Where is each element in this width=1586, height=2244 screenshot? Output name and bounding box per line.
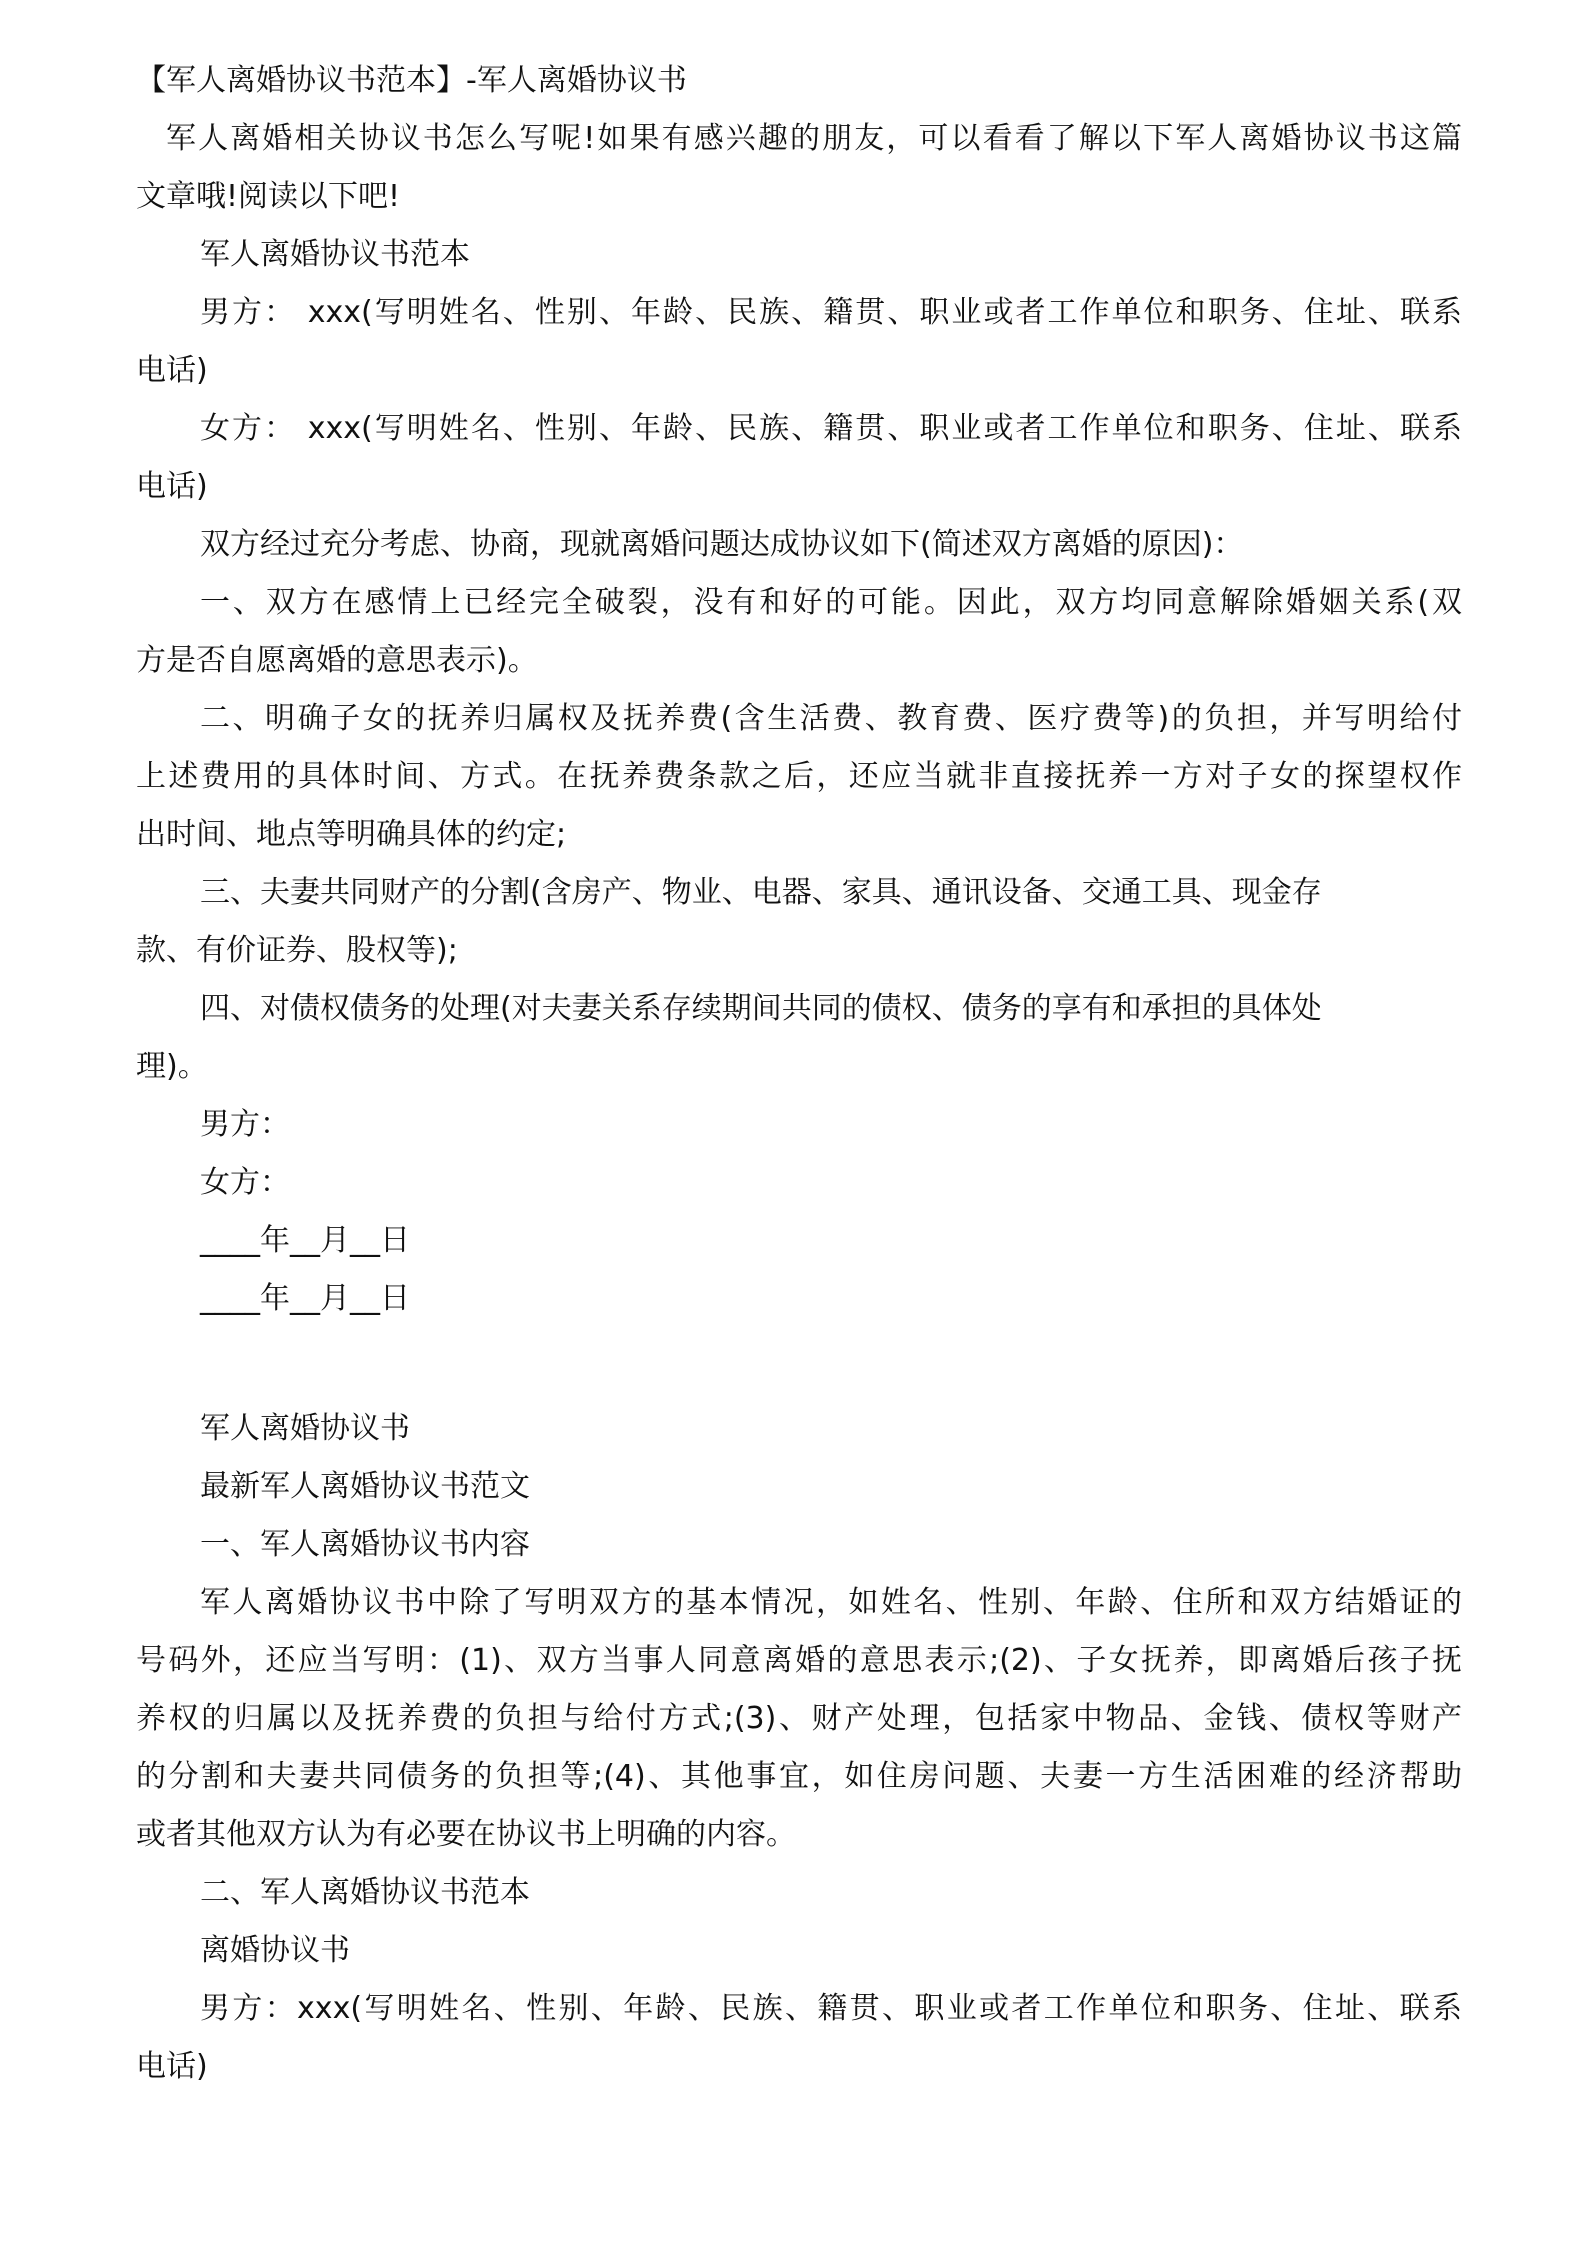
document-page <box>136 52 1462 2096</box>
content-heading: 一、军人离婚协议书内容 <box>200 1527 530 1562</box>
item2-line-3: 出时间、地点等明确具体的约定; <box>136 817 567 852</box>
template-male-line-1: 男方：xxx(写明姓名、性别、年龄、民族、籍贯、职业或者工作单位和职务、住址、联系 <box>200 1991 1462 2026</box>
item2-line-1: 二、明确子女的抚养归属权及抚养费(含生活费、教育费、医疗费等)的负担，并写明给付 <box>200 701 1462 736</box>
item3-line-1: 三、夫妻共同财产的分割(含房产、物业、电器、家具、通讯设备、交通工具、现金存 <box>200 875 1322 910</box>
item1-line-1: 一、双方在感情上已经完全破裂，没有和好的可能。因此，双方均同意解除婚姻关系(双 <box>200 585 1462 620</box>
content-para-line-4: 的分割和夫妻共同债务的负担等;(4)、其他事宜，如住房问题、夫妻一方生活困难的经济帮助 <box>136 1759 1462 1794</box>
section-gap <box>136 1328 1462 1400</box>
content-para-line-3: 养权的归属以及抚养费的负担与给付方式;(3)、财产处理，包括家中物品、金钱、债权等财产 <box>136 1701 1462 1736</box>
female-line-1: 女方： xxx(写明姓名、性别、年龄、民族、籍贯、职业或者工作单位和职务、住址、联系 <box>200 411 1462 446</box>
document-title: 【军人离婚协议书范本】-军人离婚协议书 <box>136 63 687 98</box>
date-line-1: ____年__月__日 <box>200 1223 410 1258</box>
intro-line-1: 军人离婚相关协议书怎么写呢!如果有感兴趣的朋友，可以看看了解以下军人离婚协议书这篇 <box>166 121 1462 156</box>
item4-line-2: 理)。 <box>136 1049 208 1084</box>
item3-line-2: 款、有价证券、股权等); <box>136 933 458 968</box>
item4-line-1: 四、对债权债务的处理(对夫妻关系存续期间共同的债权、债务的享有和承担的具体处 <box>200 991 1322 1026</box>
content-para-line-2: 号码外，还应当写明：(1)、双方当事人同意离婚的意思表示;(2)、子女抚养，即离婚后孩子抚 <box>136 1643 1462 1678</box>
section2-title: 军人离婚协议书 <box>200 1411 410 1446</box>
section2-subtitle: 最新军人离婚协议书范文 <box>200 1469 530 1504</box>
female-line-2: 电话) <box>136 469 208 504</box>
intro-line-2: 文章哦!阅读以下吧! <box>136 179 401 214</box>
sign-female: 女方： <box>200 1165 290 1200</box>
content-para-line-1: 军人离婚协议书中除了写明双方的基本情况，如姓名、性别、年龄、住所和双方结婚证的 <box>200 1585 1462 1620</box>
template-title: 离婚协议书 <box>200 1933 350 1968</box>
item1-line-2: 方是否自愿离婚的意思表示)。 <box>136 643 538 678</box>
male-line-1: 男方： xxx(写明姓名、性别、年龄、民族、籍贯、职业或者工作单位和职务、住址、联系 <box>200 295 1462 330</box>
content-para-line-5: 或者其他双方认为有必要在协议书上明确的内容。 <box>136 1817 796 1852</box>
date-line-2: ____年__月__日 <box>200 1281 410 1316</box>
male-line-2: 电话) <box>136 353 208 388</box>
template-male-line-2: 电话) <box>136 2049 208 2084</box>
sample-heading: 军人离婚协议书范本 <box>200 237 470 272</box>
agreement-intro: 双方经过充分考虑、协商，现就离婚问题达成协议如下(简述双方离婚的原因)： <box>200 527 1244 562</box>
template-heading: 二、军人离婚协议书范本 <box>200 1875 530 1910</box>
item2-line-2: 上述费用的具体时间、方式。在抚养费条款之后，还应当就非直接抚养一方对子女的探望权作 <box>136 759 1462 794</box>
sign-male: 男方： <box>200 1107 290 1142</box>
